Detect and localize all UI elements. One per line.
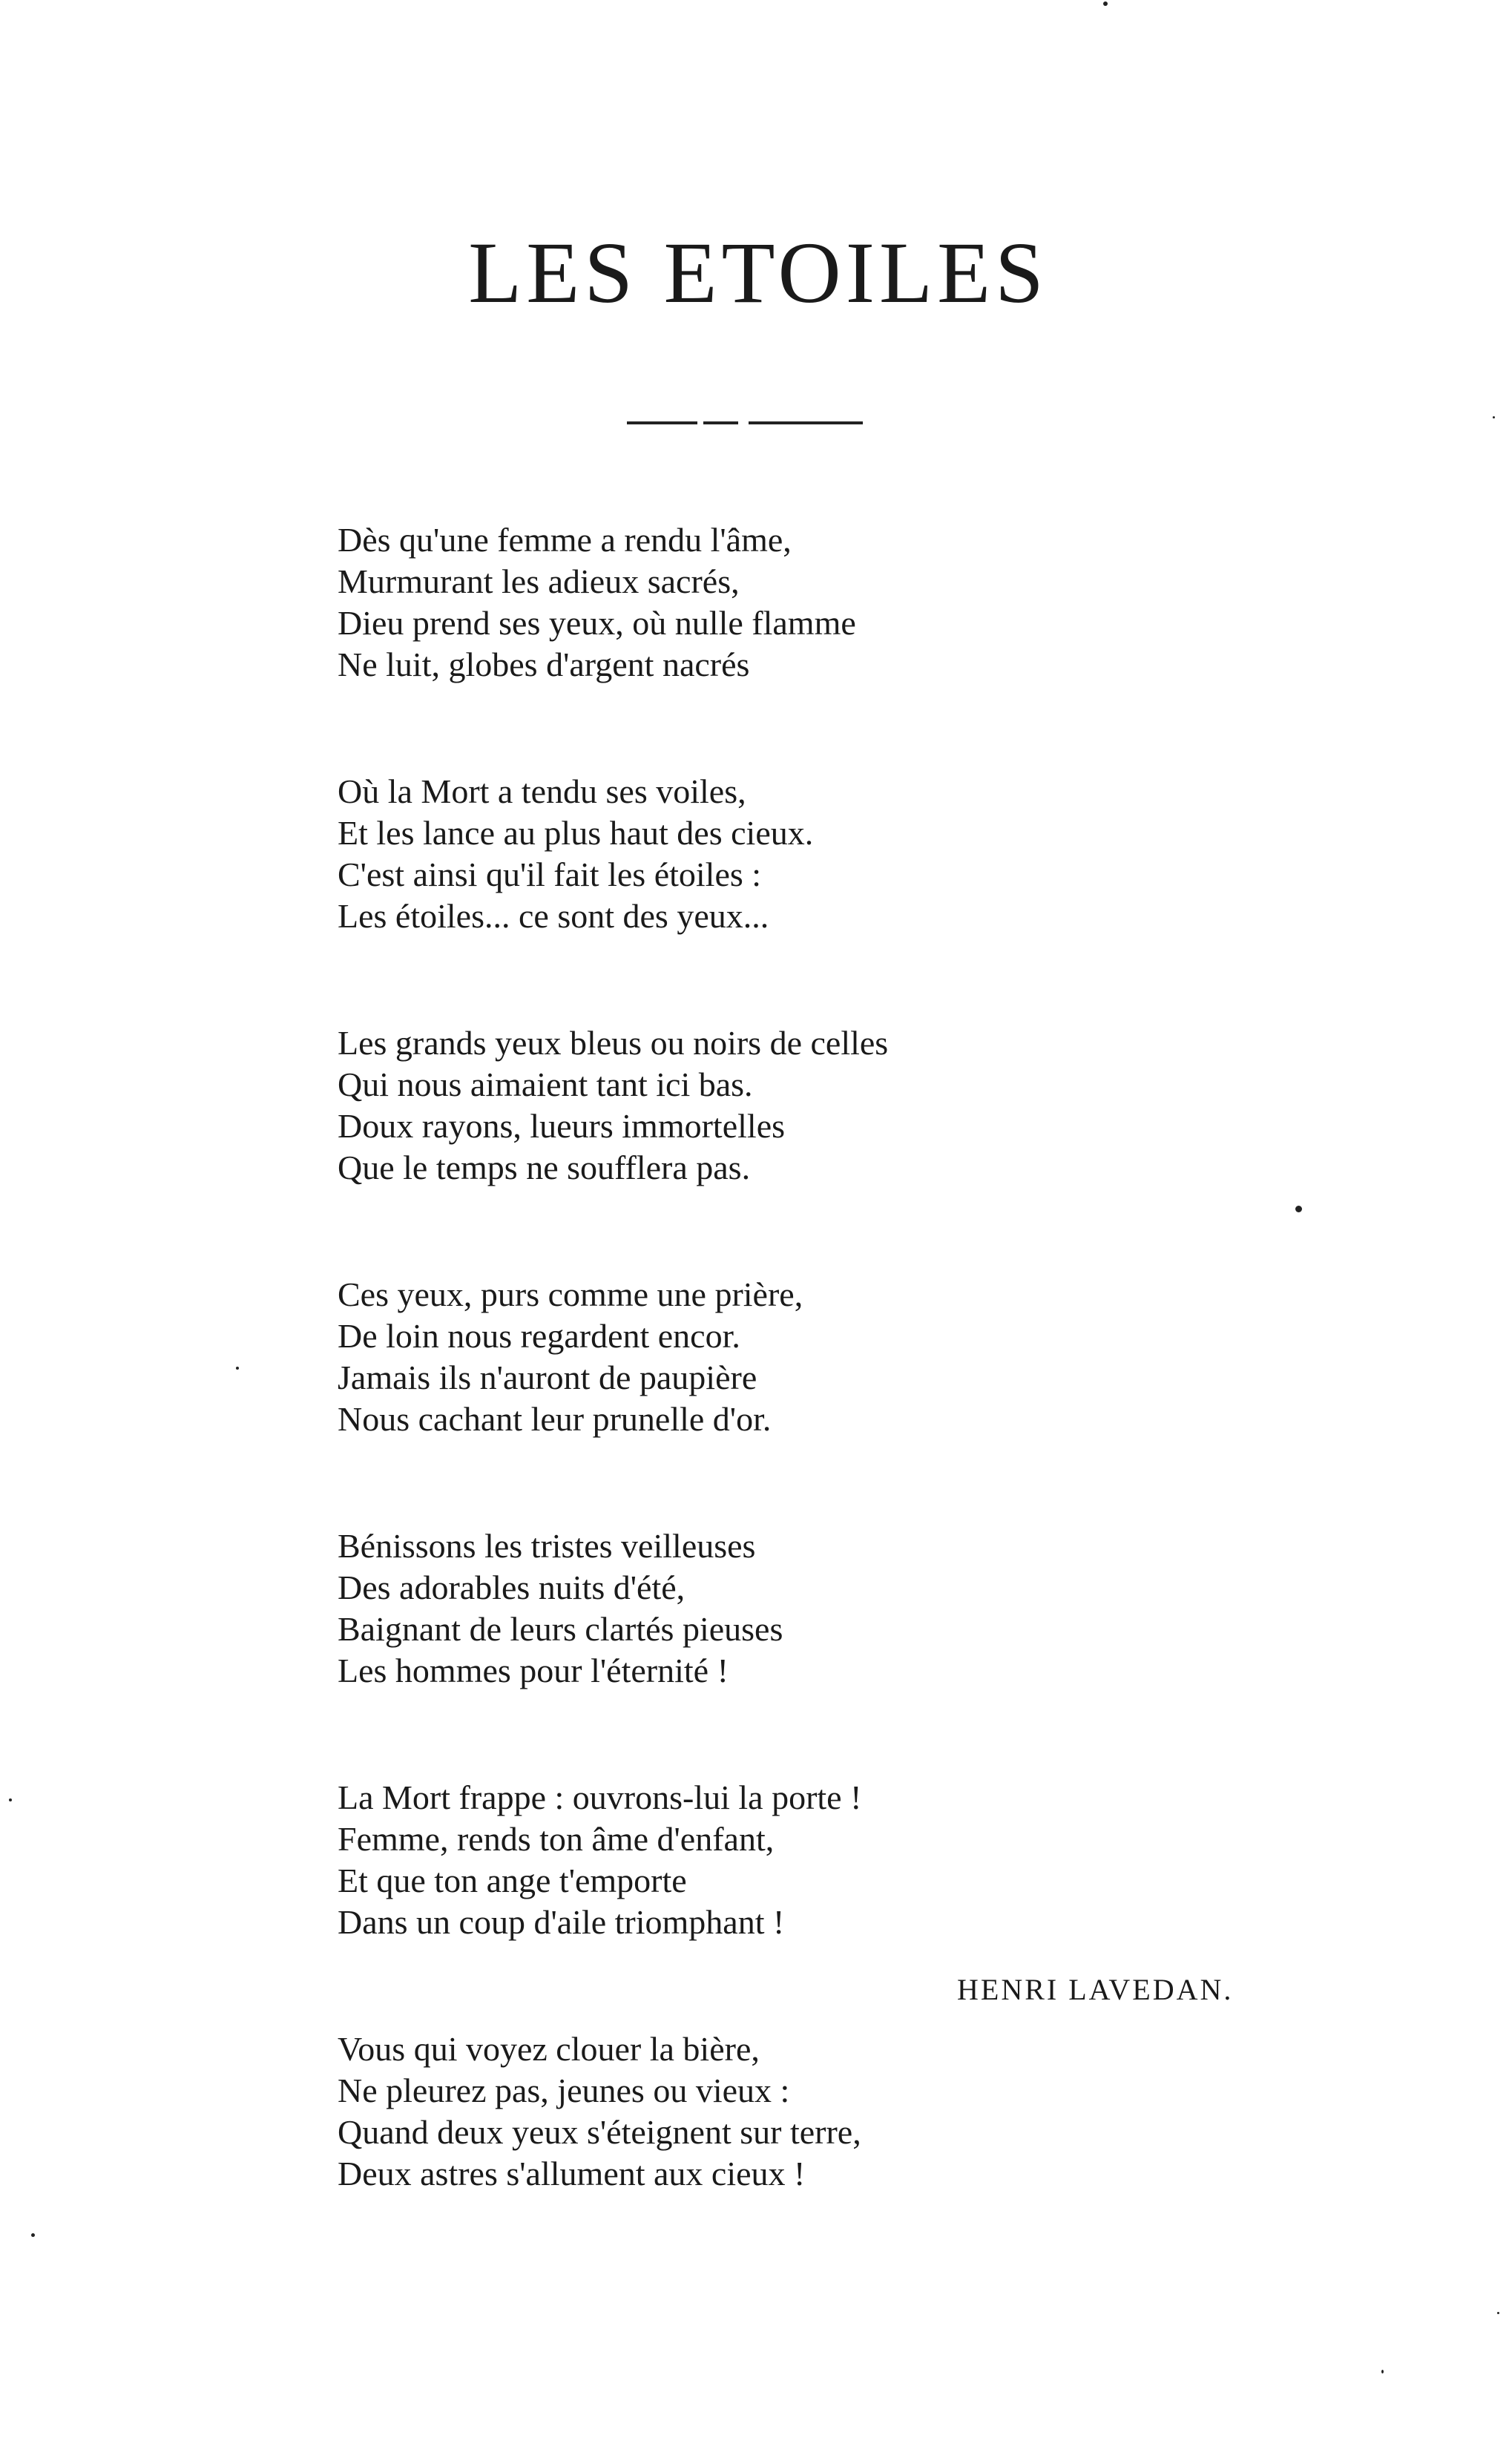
stanza [338,1777,1302,1943]
verse-line: Où la Mort a tendu ses voiles, [338,772,746,810]
verse-line: Les hommes pour l'éternité ! [338,1652,729,1689]
verse-line: La Mort frappe : ouvrons-lui la porte ! [338,1778,862,1816]
verse-line: Dans un coup d'aile triomphant ! [338,1903,785,1941]
verse-line: Murmurant les adieux sacrés, [338,562,740,600]
verse-line: Et les lance au plus haut des cieux. [338,814,814,852]
verse-line: Vous qui voyez clouer la bière, [338,2030,760,2068]
scan-speck [9,1798,12,1801]
stanza [338,1525,1302,1692]
stanza [338,771,1302,937]
stanza [338,2028,1302,2195]
scan-speck [1295,1206,1302,1212]
stanza [338,1274,1302,1440]
verse-line: Dieu prend ses yeux, où nulle flamme [338,604,856,642]
verse-line: Ces yeux, purs comme une prière, [338,1275,803,1313]
verse-line: Les grands yeux bleus ou noirs de celles [338,1024,889,1062]
verse-line: Jamais ils n'auront de paupière [338,1359,757,1396]
verse-line: Ne pleurez pas, jeunes ou vieux : [338,2072,790,2109]
verse-line: Deux astres s'allument aux cieux ! [338,2155,806,2192]
title-divider [627,421,863,424]
stanza [338,519,1302,686]
verse-line: Bénissons les tristes veilleuses [338,1527,756,1565]
scan-speck [1103,1,1108,6]
scan-speck [1493,416,1495,418]
author-signature: HENRI LAVEDAN. [957,1973,1234,2006]
verse-line: Dès qu'une femme a rendu l'âme, [338,521,792,559]
scan-speck [236,1367,239,1370]
verse-line: Ne luit, globes d'argent nacrés [338,645,750,683]
scan-speck [31,2233,35,2237]
verse-line: Femme, rends ton âme d'enfant, [338,1820,775,1858]
verse-line: Des adorables nuits d'été, [338,1568,686,1606]
poem-title: LES ETOILES [468,224,1048,321]
verse-line: Que le temps ne soufflera pas. [338,1149,751,1186]
verse-line: Doux rayons, lueurs immortelles [338,1107,786,1145]
verse-line: Et que ton ange t'emporte [338,1862,687,1899]
scan-speck [1497,2312,1499,2314]
verse-line: Quand deux yeux s'éteignent sur terre, [338,2113,861,2151]
scan-speck [1381,2370,1384,2373]
verse-line: Baignant de leurs clartés pieuses [338,1610,783,1648]
verse-line: Nous cachant leur prunelle d'or. [338,1400,772,1438]
verse-line: C'est ainsi qu'il fait les étoiles : [338,855,762,893]
verse-line: Les étoiles... ce sont des yeux... [338,897,769,935]
verse-line: Qui nous aimaient tant ici bas. [338,1065,753,1103]
stanza [338,1022,1302,1189]
verse-line: De loin nous regardent encor. [338,1317,740,1355]
poem-body [338,519,1302,2280]
